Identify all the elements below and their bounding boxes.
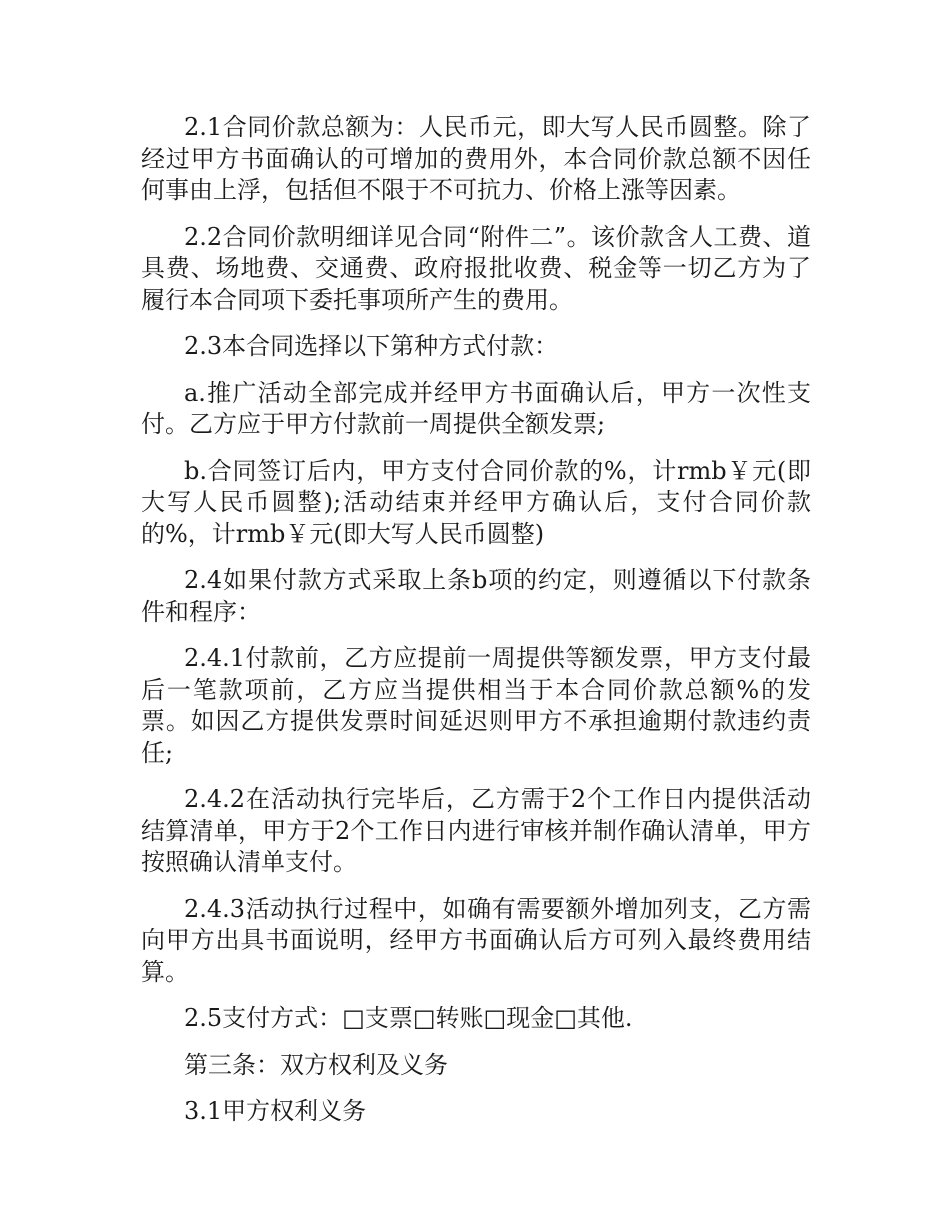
clause-2-4: 2.4如果付款方式采取上条b项的约定，则遵循以下付款条件和程序： <box>141 566 811 626</box>
clause-2-5: 2.5支付方式：□支票□转账□现金□其他. <box>184 1004 633 1032</box>
clause-3-1: 3.1甲方权利义务 <box>184 1097 367 1125</box>
clause-2-2: 2.2合同价款明细详见合同“附件二”。该价款含人工费、道具费、场地费、交通费、政府报批收费、税金等一切乙方为了履行本合同项下委托事项所产生的费用。 <box>141 222 811 314</box>
clause-2-3: 2.3本合同选择以下第种方式付款： <box>184 332 559 360</box>
clause-2-1: 2.1合同价款总额为：人民币元，即大写人民币圆整。除了经过甲方书面确认的可增加的费用外，本合同价款总额不因任何事由上浮，包括但不限于不可抗力、价格上涨等因素。 <box>141 113 811 204</box>
clause-2-3-option-a: a.推广活动全部完成并经甲方书面确认后，甲方一次性支付。乙方应于甲方付款前一周提供全额发票; <box>141 378 811 438</box>
clause-2-4-1: 2.4.1付款前，乙方应提前一周提供等额发票，甲方支付最后一笔款项前，乙方应当提供相当于本合同价款总额%的发票。如因乙方提供发票时间延迟则甲方不承担逾期付款违约责任; <box>141 644 811 767</box>
clause-2-4-2: 2.4.2在活动执行完毕后，乙方需于2个工作日内提供活动结算清单，甲方于2个工作日内进行审核并制作确认清单，甲方按照确认清单支付。 <box>141 785 811 876</box>
clause-2-4-3: 2.4.3活动执行过程中，如确有需要额外增加列支，乙方需向甲方出具书面说明，经甲方书面确认后方可列入最终费用结算。 <box>141 894 811 986</box>
article-3-heading: 第三条：双方权利及义务 <box>184 1050 448 1079</box>
document-page <box>141 112 811 1143</box>
clause-2-3-option-b: b.合同签订后内，甲方支付合同价款的%，计rmb￥元(即大写人民币圆整);活动结束并经甲方确认后，支付合同价款的%，计rmb￥元(即大写人民币圆整) <box>141 456 811 548</box>
